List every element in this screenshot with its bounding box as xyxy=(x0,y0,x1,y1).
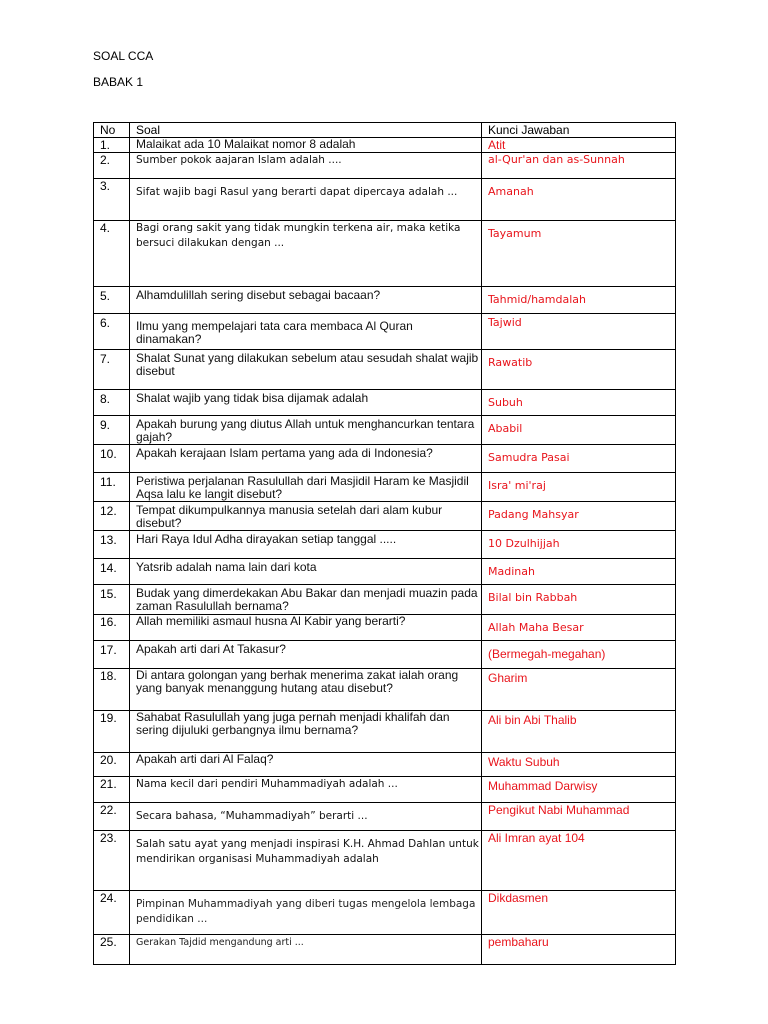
answer-text: Gharim xyxy=(482,669,676,711)
answer-text: Madinah xyxy=(482,559,676,585)
question-text: Allah memiliki asmaul husna Al Kabir yang berarti? xyxy=(130,615,482,641)
column-header-answer: Kunci Jawaban xyxy=(482,123,676,138)
answer-text: Tahmid/hamdalah xyxy=(482,287,676,314)
question-text: Ilmu yang mempelajari tata cara membaca Al Quran dinamakan? xyxy=(130,314,482,350)
table-row xyxy=(94,641,676,669)
row-number: 6. xyxy=(94,314,130,350)
table-row xyxy=(94,831,676,891)
row-number: 12. xyxy=(94,502,130,531)
row-number: 16. xyxy=(94,615,130,641)
question-text: Salah satu ayat yang menjadi inspirasi K.H. Ahmad Dahlan untuk mendirikan organisasi Muhammadiyah adalah xyxy=(130,831,482,891)
answer-text: Samudra Pasai xyxy=(482,445,676,473)
row-number: 8. xyxy=(94,390,130,416)
table-row xyxy=(94,753,676,777)
row-number: 5. xyxy=(94,287,130,314)
answer-text: Ali Imran ayat 104 xyxy=(482,831,676,891)
table-header-row xyxy=(94,123,676,138)
question-text: Di antara golongan yang berhak menerima zakat ialah orang yang banyak menanggung hutang atau disebut? xyxy=(130,669,482,711)
answer-text: Atit xyxy=(482,138,676,153)
row-number: 25. xyxy=(94,935,130,965)
round-label: BABAK 1 xyxy=(93,75,144,89)
table-row xyxy=(94,559,676,585)
column-header-question: Soal xyxy=(130,123,482,138)
answer-text: Bilal bin Rabbah xyxy=(482,585,676,615)
row-number: 9. xyxy=(94,416,130,445)
question-text: Tempat dikumpulkannya manusia setelah dari alam kubur disebut? xyxy=(130,502,482,531)
table-row xyxy=(94,711,676,753)
question-text: Sahabat Rasulullah yang juga pernah menjadi khalifah dan sering dijuluki gerbangnya ilmu bernama? xyxy=(130,711,482,753)
table-row xyxy=(94,531,676,559)
answer-text: Tajwid xyxy=(482,314,676,350)
row-number: 20. xyxy=(94,753,130,777)
row-number: 14. xyxy=(94,559,130,585)
row-number: 4. xyxy=(94,221,130,287)
answer-text: Muhammad Darwisy xyxy=(482,777,676,803)
question-text: Alhamdulillah sering disebut sebagai bacaan? xyxy=(130,287,482,314)
answer-text: Tayamum xyxy=(482,221,676,287)
row-number: 24. xyxy=(94,891,130,935)
table-row xyxy=(94,153,676,179)
row-number: 11. xyxy=(94,473,130,502)
table-row xyxy=(94,669,676,711)
row-number: 13. xyxy=(94,531,130,559)
row-number: 18. xyxy=(94,669,130,711)
question-text: Apakah kerajaan Islam pertama yang ada di Indonesia? xyxy=(130,445,482,473)
column-header-no: No xyxy=(94,123,130,138)
row-number: 2. xyxy=(94,153,130,179)
table-row xyxy=(94,416,676,445)
question-text: Apakah burung yang diutus Allah untuk menghancurkan tentara gajah? xyxy=(130,416,482,445)
row-number: 19. xyxy=(94,711,130,753)
table-row xyxy=(94,777,676,803)
answer-text: (Bermegah-megahan) xyxy=(482,641,676,669)
table-row xyxy=(94,314,676,350)
question-text: Nama kecil dari pendiri Muhammadiyah adalah ... xyxy=(130,777,482,803)
table-row xyxy=(94,138,676,153)
row-number: 22. xyxy=(94,803,130,831)
question-text: Peristiwa perjalanan Rasulullah dari Masjidil Haram ke Masjidil Aqsa lalu ke langit disebut? xyxy=(130,473,482,502)
answer-text: Ali bin Abi Thalib xyxy=(482,711,676,753)
question-text: Malaikat ada 10 Malaikat nomor 8 adalah xyxy=(130,138,482,153)
answer-text: Isra' mi'raj xyxy=(482,473,676,502)
table-row xyxy=(94,350,676,390)
answer-text: Dikdasmen xyxy=(482,891,676,935)
question-text: Yatsrib adalah nama lain dari kota xyxy=(130,559,482,585)
row-number: 17. xyxy=(94,641,130,669)
question-text: Sifat wajib bagi Rasul yang berarti dapat dipercaya adalah ... xyxy=(130,179,482,221)
answer-text: Amanah xyxy=(482,179,676,221)
answer-text: 10 Dzulhijjah xyxy=(482,531,676,559)
question-text: Hari Raya Idul Adha dirayakan setiap tanggal ..... xyxy=(130,531,482,559)
table-row xyxy=(94,891,676,935)
question-text: Sumber pokok aajaran Islam adalah .... xyxy=(130,153,482,179)
table-row xyxy=(94,803,676,831)
row-number: 23. xyxy=(94,831,130,891)
question-text: Apakah arti dari At Takasur? xyxy=(130,641,482,669)
table-row xyxy=(94,585,676,615)
row-number: 7. xyxy=(94,350,130,390)
row-number: 10. xyxy=(94,445,130,473)
question-text: Shalat wajib yang tidak bisa dijamak adalah xyxy=(130,390,482,416)
document-title: SOAL CCA xyxy=(93,49,154,63)
answer-text: Padang Mahsyar xyxy=(482,502,676,531)
answer-text: al-Qur'an dan as-Sunnah xyxy=(482,153,676,179)
table-row xyxy=(94,445,676,473)
table-row xyxy=(94,935,676,965)
table-row xyxy=(94,221,676,287)
question-text: Shalat Sunat yang dilakukan sebelum atau sesudah shalat wajib disebut xyxy=(130,350,482,390)
answer-text: Waktu Subuh xyxy=(482,753,676,777)
question-text: Apakah arti dari Al Falaq? xyxy=(130,753,482,777)
row-number: 21. xyxy=(94,777,130,803)
question-text: Secara bahasa, “Muhammadiyah” berarti ... xyxy=(130,803,482,831)
table-row xyxy=(94,615,676,641)
question-text: Bagi orang sakit yang tidak mungkin terkena air, maka ketika bersuci dilakukan dengan ... xyxy=(130,221,482,287)
table-row xyxy=(94,287,676,314)
table-row xyxy=(94,179,676,221)
table-row xyxy=(94,473,676,502)
quiz-table xyxy=(93,122,676,965)
question-text: Gerakan Tajdid mengandung arti ... xyxy=(130,935,482,965)
answer-text: Allah Maha Besar xyxy=(482,615,676,641)
answer-text: Rawatib xyxy=(482,350,676,390)
answer-text: Subuh xyxy=(482,390,676,416)
answer-text: Pengikut Nabi Muhammad xyxy=(482,803,676,831)
row-number: 1. xyxy=(94,138,130,153)
answer-text: Ababil xyxy=(482,416,676,445)
row-number: 15. xyxy=(94,585,130,615)
table-row xyxy=(94,502,676,531)
row-number: 3. xyxy=(94,179,130,221)
answer-text: pembaharu xyxy=(482,935,676,965)
table-row xyxy=(94,390,676,416)
question-text: Pimpinan Muhammadiyah yang diberi tugas mengelola lembaga pendidikan ... xyxy=(130,891,482,935)
question-text: Budak yang dimerdekakan Abu Bakar dan menjadi muazin pada zaman Rasulullah bernama? xyxy=(130,585,482,615)
